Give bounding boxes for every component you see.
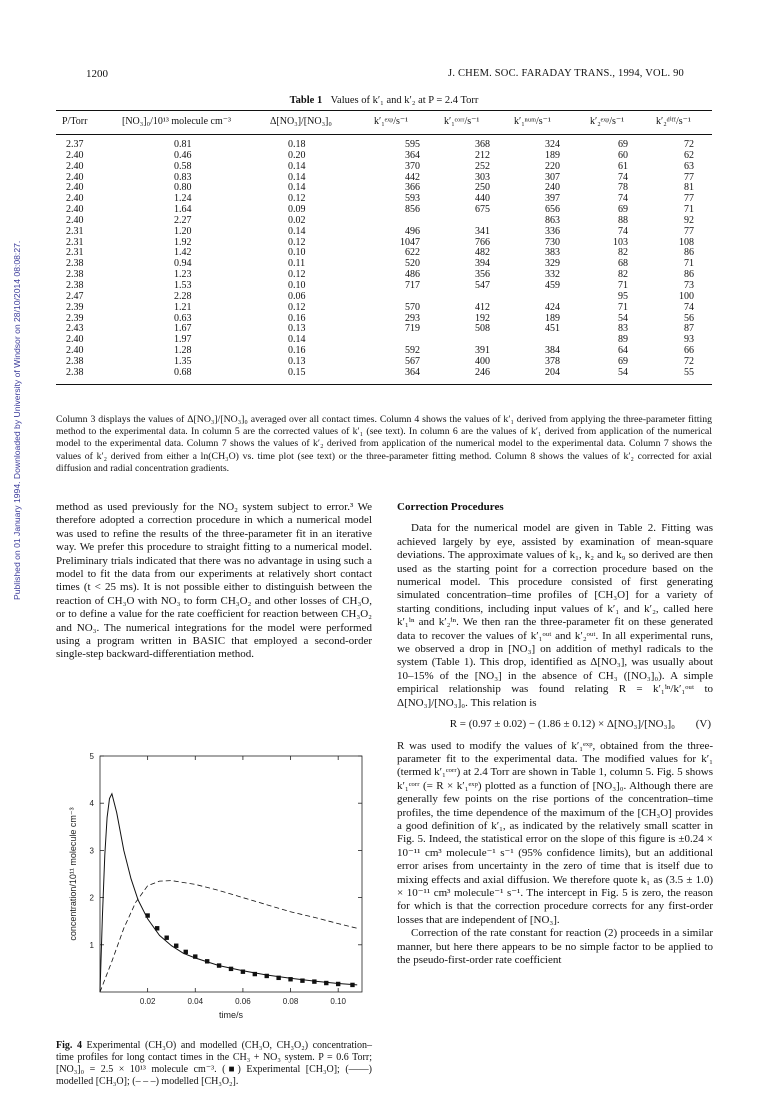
cell-delta-no3: 0.13 (288, 323, 306, 335)
cell-k2-exp: 82 (618, 269, 628, 281)
x-tick-label: 0.08 (282, 997, 299, 1006)
cell-no3-initial: 1.23 (174, 269, 192, 281)
cell-k2-diff: 62 (684, 149, 694, 161)
cell-pressure: 2.38 (66, 269, 84, 281)
cell-delta-no3: 0.14 (288, 182, 306, 194)
cell-delta-no3: 0.14 (288, 225, 306, 237)
cell-k1-corr: 400 (475, 355, 490, 367)
cell-k2-exp: 61 (618, 160, 628, 172)
cell-k1-corr: 675 (475, 204, 490, 216)
cell-k1-corr: 368 (475, 139, 490, 150)
cell-pressure: 2.38 (66, 366, 84, 378)
col-header-k1-exp: k′₁ᵉˣᵖ/s⁻¹ (374, 116, 409, 127)
cell-k2-exp: 60 (618, 149, 628, 161)
equation-body: R = (0.97 ± 0.02) − (1.86 ± 0.12) × Δ[NO₃]/[NO₃]₀ (449, 718, 675, 731)
cell-no3-initial: 1.28 (174, 345, 192, 357)
table-row (56, 194, 712, 205)
cell-k1-corr: 212 (475, 149, 490, 161)
cell-pressure: 2.37 (66, 139, 84, 150)
cell-k1-exp: 719 (405, 323, 420, 335)
cell-no3-initial: 2.27 (174, 214, 192, 226)
cell-no3-initial: 0.68 (174, 366, 192, 378)
cell-k2-diff: 71 (684, 204, 694, 216)
cell-no3-initial: 0.80 (174, 182, 192, 194)
cell-k1-exp: 370 (405, 160, 420, 172)
cell-k1-num: 332 (545, 269, 560, 281)
cell-pressure: 2.40 (66, 160, 84, 172)
table-row (56, 314, 712, 325)
cell-pressure: 2.47 (66, 290, 84, 302)
y-axis-label: concentration/10¹¹ molecule cm⁻³ (68, 807, 78, 941)
cell-pressure: 2.40 (66, 171, 84, 183)
cell-k2-exp: 69 (618, 204, 628, 216)
cell-k1-corr: 440 (475, 193, 490, 205)
cell-k1-exp: 856 (405, 204, 420, 216)
right-paragraph-2: R was used to modify the values of k′₁ᵉˣᵖ, obtained from the three-parameter fit to the experimental data. The modified values for k′₁ (termed k′₁ᶜᵒʳʳ) at 2.4 Torr are shown in Table 1, column 5. Fig. 5 shows k′₁ᶜᵒʳʳ (= R × k′₁ᵉˣᵖ) plotted as a function of [NO₃]₀. Although there are generally few points on the rise portions of the concentration–time profiles, the time dependence of the maximum of the [CH₃O] provides a good definition of k′₁, as indicated by the relatively small scatter in Fig. 5. Indeed, the statistical error on the slope of this figure is ±0.24 × 10⁻¹¹ cm³ molecule⁻¹ s⁻¹ (95% confidence limits), but an additional error arises from uncertainty in the zero of time that is itself due to mixing effects and axial diffusion. We therefore quote k₁ as (3.5 ± 1.0) × 10⁻¹¹ cm³ molecule⁻¹ s⁻¹. The intercept in Fig. 5 is zero, the reason for which is that the correction procedure corrects for any first-order losses that are independent of [NO₃]. (397, 739, 713, 926)
cell-k2-exp: 88 (618, 214, 628, 226)
cell-pressure: 2.40 (66, 204, 84, 216)
table-caption (0, 95, 768, 106)
cell-k1-exp: 520 (405, 258, 420, 270)
cell-k2-exp: 95 (618, 290, 628, 302)
table-label: Table 1 (289, 95, 323, 106)
cell-k2-exp: 89 (618, 334, 628, 346)
table-footnote: Column 3 displays the values of Δ[NO₃]/[NO₃]₀ averaged over all contact times. Column 4 shows the values of k′₁ derived from applying the three-parameter fitting method to the experimental data. In column 5 are the corrected values of k′₁ (see text). In column 6 are the values of k′₁ derived from application of the numerical model to the experimental data. Column 7 shows the values of k′₂ derived from application of the numerical model to the experimental data. Column 7 shows the values of k′₂ derived from either a ln(CH₃O) vs. time plot (see text) or the three-parameter fitting method. Column 8 shows the values of k′₂ corrected for axial diffusion and radial concentration gradients. (56, 414, 712, 474)
cell-delta-no3: 0.02 (288, 214, 306, 226)
cell-k1-corr: 766 (475, 236, 490, 248)
cell-k2-diff: 72 (684, 355, 694, 367)
cell-no3-initial: 0.58 (174, 160, 192, 172)
cell-k2-diff: 71 (684, 258, 694, 270)
cell-k1-num: 220 (545, 160, 560, 172)
x-tick-label: 0.02 (139, 997, 156, 1006)
figure-caption-text: Experimental (CH₃O) and modelled (CH₃O, CH₃O₂) concentration–time profiles for long contact times in the CH₃ + NO₃ system. P = 0.6 Torr; [NO₃]₀ = 2.5 × 10¹³ molecule cm⁻³. (■) Experimental [CH₃O]; (——) modelled [CH₃O]; (– – –) modelled [CH₃O₂]. (56, 1040, 373, 1087)
cell-k1-num: 240 (545, 182, 560, 194)
cell-delta-no3: 0.10 (288, 279, 306, 291)
cell-k1-corr: 192 (475, 312, 490, 324)
cell-k1-corr: 391 (475, 345, 490, 357)
cell-k1-num: 730 (545, 236, 560, 248)
table-header-rule (56, 134, 712, 135)
table-row (56, 151, 712, 162)
cell-pressure: 2.38 (66, 355, 84, 367)
cell-pressure: 2.39 (66, 301, 84, 313)
cell-delta-no3: 0.15 (288, 366, 306, 378)
figure-4 (56, 748, 372, 1038)
cell-k2-diff: 81 (684, 182, 694, 194)
cell-k2-diff: 77 (684, 171, 694, 183)
cell-k2-exp: 74 (618, 193, 628, 205)
cell-k1-corr: 412 (475, 301, 490, 313)
cell-delta-no3: 0.14 (288, 160, 306, 172)
cell-k1-corr: 246 (475, 366, 490, 378)
table-row (56, 303, 712, 314)
cell-pressure: 2.40 (66, 345, 84, 357)
cell-k2-diff: 74 (684, 301, 694, 313)
cell-k1-corr: 547 (475, 279, 490, 291)
cell-k2-diff: 77 (684, 225, 694, 237)
cell-k1-exp: 567 (405, 355, 420, 367)
cell-k2-diff: 100 (679, 290, 694, 302)
cell-k1-corr: 303 (475, 171, 490, 183)
equation-number: (V) (695, 718, 711, 731)
plot-frame (100, 756, 362, 992)
col-header-k1-corr: k′₁ᶜᵒʳʳ/s⁻¹ (444, 116, 480, 127)
figure-4-caption (56, 1040, 372, 1088)
table-row (56, 238, 712, 249)
cell-k1-num: 656 (545, 204, 560, 216)
table-row (56, 281, 712, 292)
cell-delta-no3: 0.16 (288, 345, 306, 357)
cell-k1-exp: 622 (405, 247, 420, 259)
x-axis-label: time/s (218, 1010, 244, 1020)
figure-4-plot (56, 748, 372, 1038)
cell-k1-num: 324 (545, 139, 560, 150)
table-row (56, 259, 712, 270)
cell-k1-corr: 508 (475, 323, 490, 335)
table-bottom-rule (56, 384, 712, 385)
cell-delta-no3: 0.10 (288, 247, 306, 259)
cell-k2-exp: 71 (618, 279, 628, 291)
cell-k2-exp: 83 (618, 323, 628, 335)
cell-k2-diff: 56 (684, 312, 694, 324)
table-row (56, 173, 712, 184)
cell-no3-initial: 0.94 (174, 258, 192, 270)
table-row (56, 292, 712, 303)
cell-k1-corr: 341 (475, 225, 490, 237)
cell-k1-exp: 593 (405, 193, 420, 205)
cell-no3-initial: 0.63 (174, 312, 192, 324)
cell-k1-corr: 482 (475, 247, 490, 259)
cell-pressure: 2.43 (66, 323, 84, 335)
cell-k1-exp: 364 (405, 149, 420, 161)
cell-k1-exp: 570 (405, 301, 420, 313)
cell-k2-diff: 66 (684, 345, 694, 357)
download-watermark (2, 240, 22, 600)
page-number: 1200 (86, 68, 108, 80)
cell-k1-exp: 442 (405, 171, 420, 183)
col-header-pressure: P/Torr (62, 116, 88, 127)
cell-pressure: 2.40 (66, 214, 84, 226)
cell-no3-initial: 1.64 (174, 204, 192, 216)
cell-k2-exp: 54 (618, 366, 628, 378)
cell-delta-no3: 0.06 (288, 290, 306, 302)
cell-no3-initial: 1.67 (174, 323, 192, 335)
col-header-k1-num: k′₁ⁿᵘᵐ/s⁻¹ (514, 116, 551, 127)
table-header (56, 116, 712, 132)
cell-pressure: 2.38 (66, 258, 84, 270)
cell-pressure: 2.40 (66, 149, 84, 161)
table-row (56, 248, 712, 259)
cell-pressure: 2.40 (66, 182, 84, 194)
cell-k1-exp: 486 (405, 269, 420, 281)
y-tick-label: 1 (89, 940, 94, 950)
y-tick-label: 5 (89, 752, 94, 761)
cell-no3-initial: 1.97 (174, 334, 192, 346)
cell-delta-no3: 0.14 (288, 171, 306, 183)
cell-pressure: 2.38 (66, 279, 84, 291)
col-header-delta-no3: Δ[NO₃]/[NO₃]₀ (270, 116, 332, 127)
table-row (56, 162, 712, 173)
cell-k2-diff: 63 (684, 160, 694, 172)
cell-delta-no3: 0.18 (288, 139, 306, 150)
cell-k1-exp: 366 (405, 182, 420, 194)
cell-no3-initial: 0.83 (174, 171, 192, 183)
table-row (56, 324, 712, 335)
cell-pressure: 2.31 (66, 236, 84, 248)
cell-no3-initial: 0.46 (174, 149, 192, 161)
cell-k1-num: 336 (545, 225, 560, 237)
cell-delta-no3: 0.12 (288, 236, 306, 248)
cell-pressure: 2.40 (66, 193, 84, 205)
cell-no3-initial: 1.21 (174, 301, 192, 313)
cell-k2-diff: 93 (684, 334, 694, 346)
cell-no3-initial: 1.20 (174, 225, 192, 237)
cell-k2-exp: 69 (618, 139, 628, 150)
table-body (56, 140, 712, 379)
cell-no3-initial: 2.28 (174, 290, 192, 302)
cell-k2-diff: 92 (684, 214, 694, 226)
cell-k1-num: 204 (545, 366, 560, 378)
x-tick-label: 0.10 (330, 997, 346, 1006)
cell-k1-exp: 592 (405, 345, 420, 357)
cell-no3-initial: 1.24 (174, 193, 192, 205)
table-row (56, 357, 712, 368)
cell-delta-no3: 0.12 (288, 301, 306, 313)
cell-k2-exp: 54 (618, 312, 628, 324)
right-paragraph-1: Data for the numerical model are given in Table 2. Fitting was achieved largely by eye, assisted by examination of mean-square deviations. The approximate values of k₁, k₂ and k₉ so derived are then used as the starting point for a correction procedure based on the numerical model. This procedure consisted of first generating simulated concentration–time profiles of [CH₃O] for a variety of starting conditions, including input values of k′₁ and k′₂, called here k′₁ⁱⁿ and k′₂ⁱⁿ. We then ran the three-parameter fit on these generated data to recover the values of k′₁ᵒᵘᵗ and k′₂ᵒᵘᵗ. In all experimental runs, we observed a drop in [NO₃] on addition of methyl radicals to the system (Table 1). This drop, identified as Δ[NO₃], was usually about 10–15% of the [NO₃] in the absence of CH₃ ([NO₃]₀). A simple empirical relationship was found relating R = k′₁ⁱⁿ/k′₁ᵒᵘᵗ to Δ[NO₃]/[NO₃]₀. This relation is (397, 522, 713, 709)
cell-k2-diff: 86 (684, 269, 694, 281)
cell-k1-num: 307 (545, 171, 560, 183)
cell-k1-num: 397 (545, 193, 560, 205)
cell-k2-exp: 71 (618, 301, 628, 313)
left-column-text (56, 501, 372, 662)
cell-k1-num: 189 (545, 149, 560, 161)
cell-k2-diff: 73 (684, 279, 694, 291)
table-title: Values of k′₁ and k′₂ at P = 2.4 Torr (330, 95, 479, 106)
cell-k2-diff: 55 (684, 366, 694, 378)
cell-k1-exp: 1047 (400, 236, 420, 248)
cell-k2-exp: 74 (618, 171, 628, 183)
cell-k1-num: 459 (545, 279, 560, 291)
cell-k1-num: 378 (545, 355, 560, 367)
cell-delta-no3: 0.20 (288, 149, 306, 161)
table-row (56, 335, 712, 346)
experimental-point (164, 936, 168, 940)
cell-delta-no3: 0.12 (288, 269, 306, 281)
cell-k2-exp: 103 (613, 236, 628, 248)
cell-k1-corr: 394 (475, 258, 490, 270)
cell-no3-initial: 1.35 (174, 355, 192, 367)
col-header-k2-exp: k′₂ᵉˣᵖ/s⁻¹ (590, 116, 625, 127)
table-row (56, 140, 712, 151)
cell-delta-no3: 0.12 (288, 193, 306, 205)
cell-k1-exp: 595 (405, 139, 420, 150)
cell-delta-no3: 0.16 (288, 312, 306, 324)
y-tick-label: 4 (89, 799, 94, 809)
cell-pressure: 2.40 (66, 334, 84, 346)
cell-k2-diff: 87 (684, 323, 694, 335)
right-column-text (397, 501, 713, 967)
cell-k2-exp: 74 (618, 225, 628, 237)
left-paragraph: method as used previously for the NO₂ system subject to error.³ We therefore adopted a correction procedure in which a numerical model was used to refine the results of the three-parameter fit in an iterative way. We prefer this procedure to straight fitting to a numerical model. Preliminary trials indicated that there was no advantage in using such a model to fit the data from our experiments at relatively short contact times (t < 25 ms). It is not possible either to distinguish between the reaction of CH₃O with NO₃ to form CH₃O₂ and other losses of CH₃O, or to define a value for the rate coefficient for reaction between CH₃O₂ and NO₃. The numerical integrations for the model were performed using a program written in BASIC that employed a second-order single-step backward-differentiation method. (56, 501, 372, 661)
table-row (56, 346, 712, 357)
section-title: Correction Procedures (397, 501, 504, 513)
col-header-k2-diff: k′₂ᵈⁱᶠᶠ/s⁻¹ (656, 116, 691, 127)
cell-k1-num: 189 (545, 312, 560, 324)
cell-k2-diff: 72 (684, 139, 694, 150)
cell-k1-exp: 364 (405, 366, 420, 378)
cell-k1-num: 329 (545, 258, 560, 270)
cell-k1-corr: 356 (475, 269, 490, 281)
cell-no3-initial: 1.42 (174, 247, 192, 259)
cell-k2-diff: 86 (684, 247, 694, 259)
equation-v (397, 718, 713, 731)
y-tick-label: 2 (89, 893, 94, 903)
cell-k2-diff: 77 (684, 193, 694, 205)
cell-k1-corr: 250 (475, 182, 490, 194)
cell-k2-exp: 69 (618, 355, 628, 367)
experimental-point (324, 981, 328, 985)
table-row (56, 227, 712, 238)
table-row (56, 270, 712, 281)
cell-k1-exp: 293 (405, 312, 420, 324)
cell-k1-num: 384 (545, 345, 560, 357)
cell-k1-num: 424 (545, 301, 560, 313)
cell-no3-initial: 1.53 (174, 279, 192, 291)
cell-k1-exp: 717 (405, 279, 420, 291)
watermark-text: Published on 01 January 1994. Downloaded by University of Windsor on 28/10/2014 08:08:27. (12, 240, 22, 600)
cell-k2-exp: 78 (618, 182, 628, 194)
modelled-ch3o-curve (100, 794, 357, 992)
table-row (56, 216, 712, 227)
cell-pressure: 2.39 (66, 312, 84, 324)
cell-k1-exp: 496 (405, 225, 420, 237)
modelled-ch3o2-curve (100, 881, 357, 992)
cell-delta-no3: 0.13 (288, 355, 306, 367)
cell-k1-num: 451 (545, 323, 560, 335)
cell-delta-no3: 0.14 (288, 334, 306, 346)
x-tick-label: 0.04 (187, 997, 204, 1006)
cell-k2-exp: 68 (618, 258, 628, 270)
cell-k1-num: 863 (545, 214, 560, 226)
cell-pressure: 2.31 (66, 247, 84, 259)
cell-k2-exp: 82 (618, 247, 628, 259)
cell-pressure: 2.31 (66, 225, 84, 237)
cell-delta-no3: 0.11 (288, 258, 306, 270)
table-row (56, 183, 712, 194)
figure-label: Fig. 4 (56, 1040, 82, 1051)
cell-no3-initial: 0.81 (174, 139, 192, 150)
table-row (56, 205, 712, 216)
cell-k1-corr: 252 (475, 160, 490, 172)
table-top-rule (56, 110, 712, 111)
x-tick-label: 0.06 (235, 997, 251, 1006)
cell-k2-diff: 108 (679, 236, 694, 248)
cell-k1-num: 383 (545, 247, 560, 259)
journal-running-head: J. CHEM. SOC. FARADAY TRANS., 1994, VOL. 90 (448, 68, 684, 79)
right-paragraph-3: Correction of the rate constant for reaction (2) proceeds in a similar manner, but here there appears to be no simple factor to be applied to the pseudo-first-order rate coefficient (397, 927, 713, 966)
col-header-no3-initial: [NO₃]₀/10¹³ molecule cm⁻³ (122, 116, 231, 127)
cell-delta-no3: 0.09 (288, 204, 306, 216)
table-row (56, 368, 712, 379)
y-tick-label: 3 (89, 846, 94, 856)
cell-no3-initial: 1.92 (174, 236, 192, 248)
cell-k2-exp: 64 (618, 345, 628, 357)
